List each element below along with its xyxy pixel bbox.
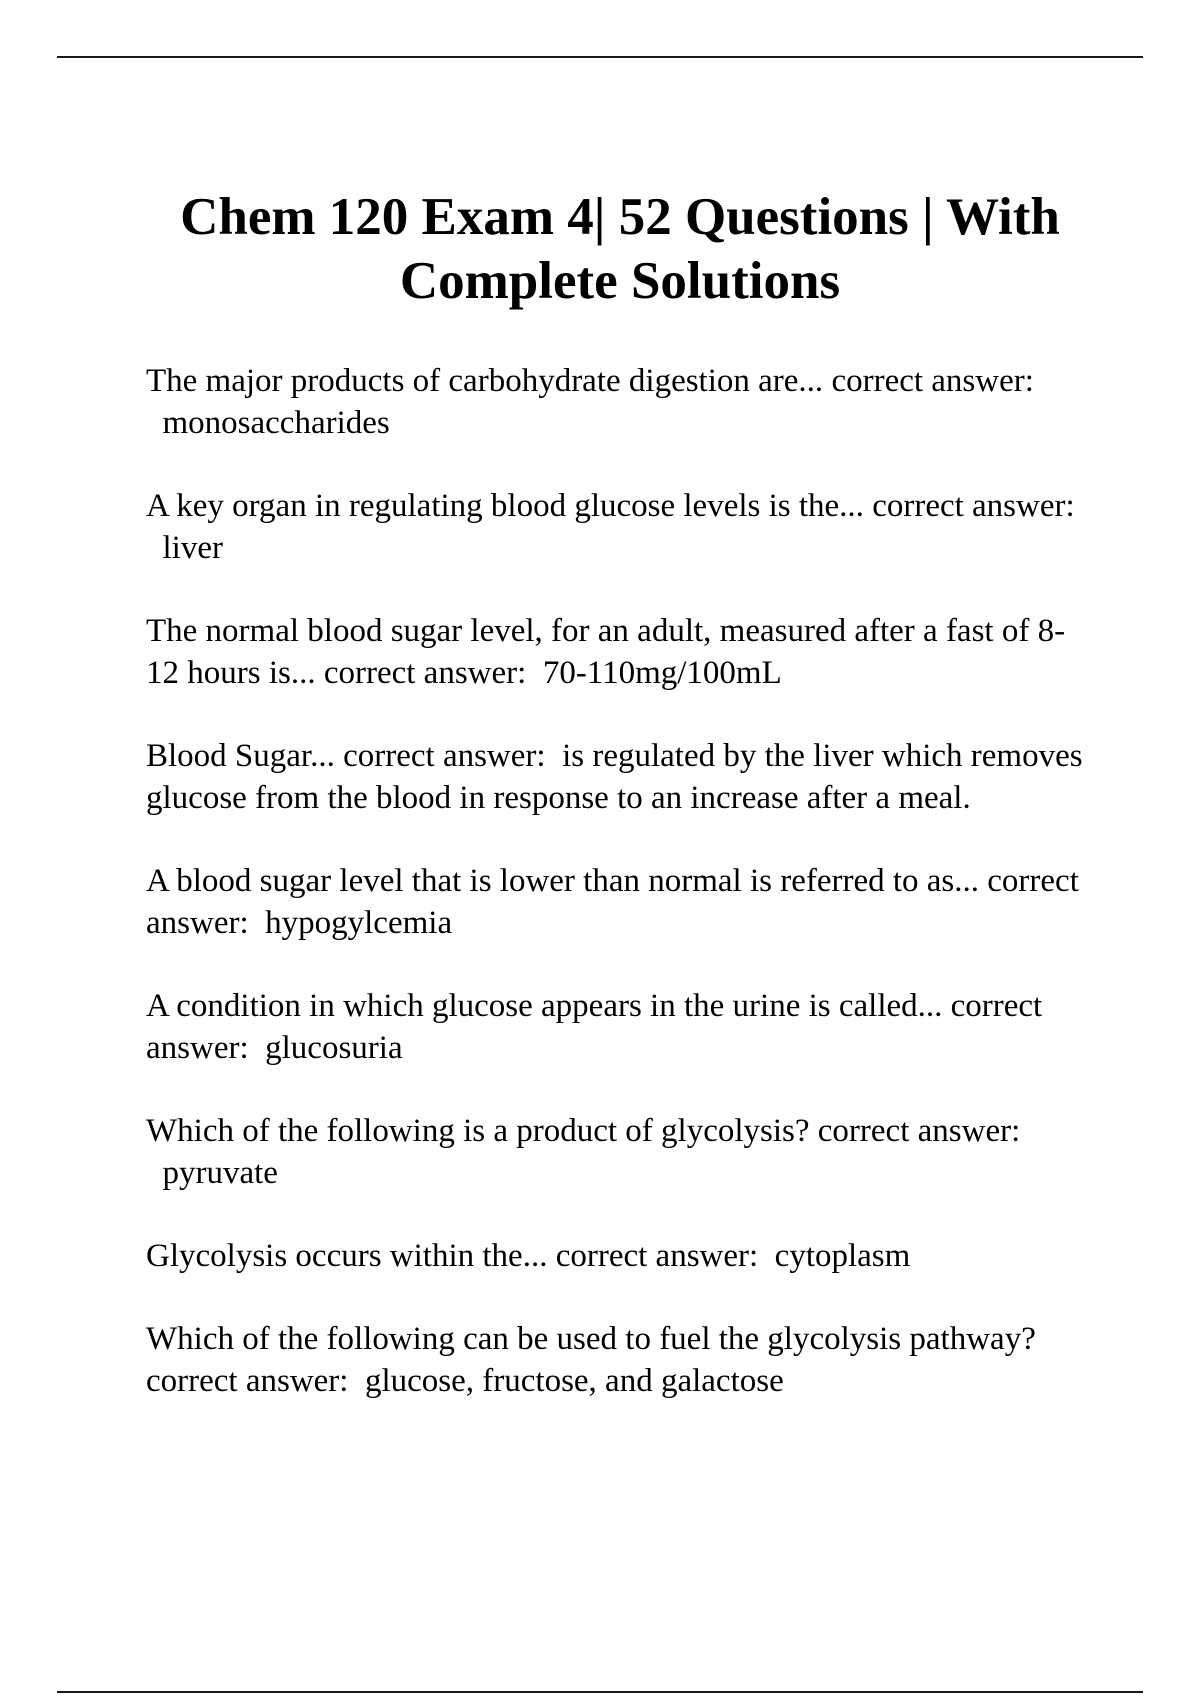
question-text: The normal blood sugar level, for an adult, measured after a fast of 8-12 hours is...: [146, 613, 1066, 691]
answer-label: correct answer:: [146, 863, 1079, 941]
bottom-rule: [57, 1691, 1143, 1693]
answer-text: hypogylcemia: [265, 905, 453, 941]
answer-text: liver: [162, 530, 223, 566]
answer-label: correct answer:: [146, 988, 1043, 1066]
answer-label: correct answer:: [343, 738, 546, 774]
answer-text: 70-110mg/100mL: [542, 655, 782, 691]
qa-item: [146, 610, 1086, 694]
answer-label: correct answer:: [817, 1113, 1021, 1149]
qa-item: [146, 735, 1086, 819]
qa-item: [146, 1318, 1086, 1402]
answer-text: is regulated by the liver which removes glucose from the blood in response to an increase after a meal.: [146, 738, 1083, 816]
answer-text: pyruvate: [162, 1155, 278, 1191]
answer-label: correct answer:: [323, 655, 527, 691]
question-text: Blood Sugar...: [146, 738, 335, 774]
qa-item: [146, 860, 1086, 944]
answer-text: glucose, fructose, and galactose: [364, 1363, 784, 1399]
answer-text: glucosuria: [265, 1030, 403, 1066]
qa-item: [146, 1110, 1086, 1194]
question-text: Which of the following is a product of glycolysis?: [146, 1113, 810, 1149]
answer-label: correct answer:: [555, 1238, 759, 1274]
qa-list: [146, 360, 1086, 1443]
question-text: Which of the following can be used to fuel the glycolysis pathway?: [146, 1321, 1036, 1357]
qa-item: [146, 485, 1086, 569]
answer-label: correct answer:: [831, 363, 1034, 399]
answer-label: correct answer:: [872, 488, 1075, 524]
qa-item: [146, 1235, 1086, 1277]
document-title: Chem 120 Exam 4| 52 Questions | With Complete Solutions: [180, 188, 1060, 310]
qa-item: [146, 360, 1086, 444]
answer-text: monosaccharides: [162, 405, 390, 441]
question-text: Glycolysis occurs within the...: [146, 1238, 548, 1274]
top-rule: [57, 56, 1143, 58]
question-text: A blood sugar level that is lower than normal is referred to as...: [146, 863, 980, 899]
answer-text: cytoplasm: [774, 1238, 911, 1274]
question-text: The major products of carbohydrate digestion are...: [146, 363, 824, 399]
question-text: A condition in which glucose appears in the urine is called...: [146, 988, 943, 1024]
answer-label: correct answer:: [146, 1363, 349, 1399]
qa-item: [146, 985, 1086, 1069]
question-text: A key organ in regulating blood glucose levels is the...: [146, 488, 864, 524]
